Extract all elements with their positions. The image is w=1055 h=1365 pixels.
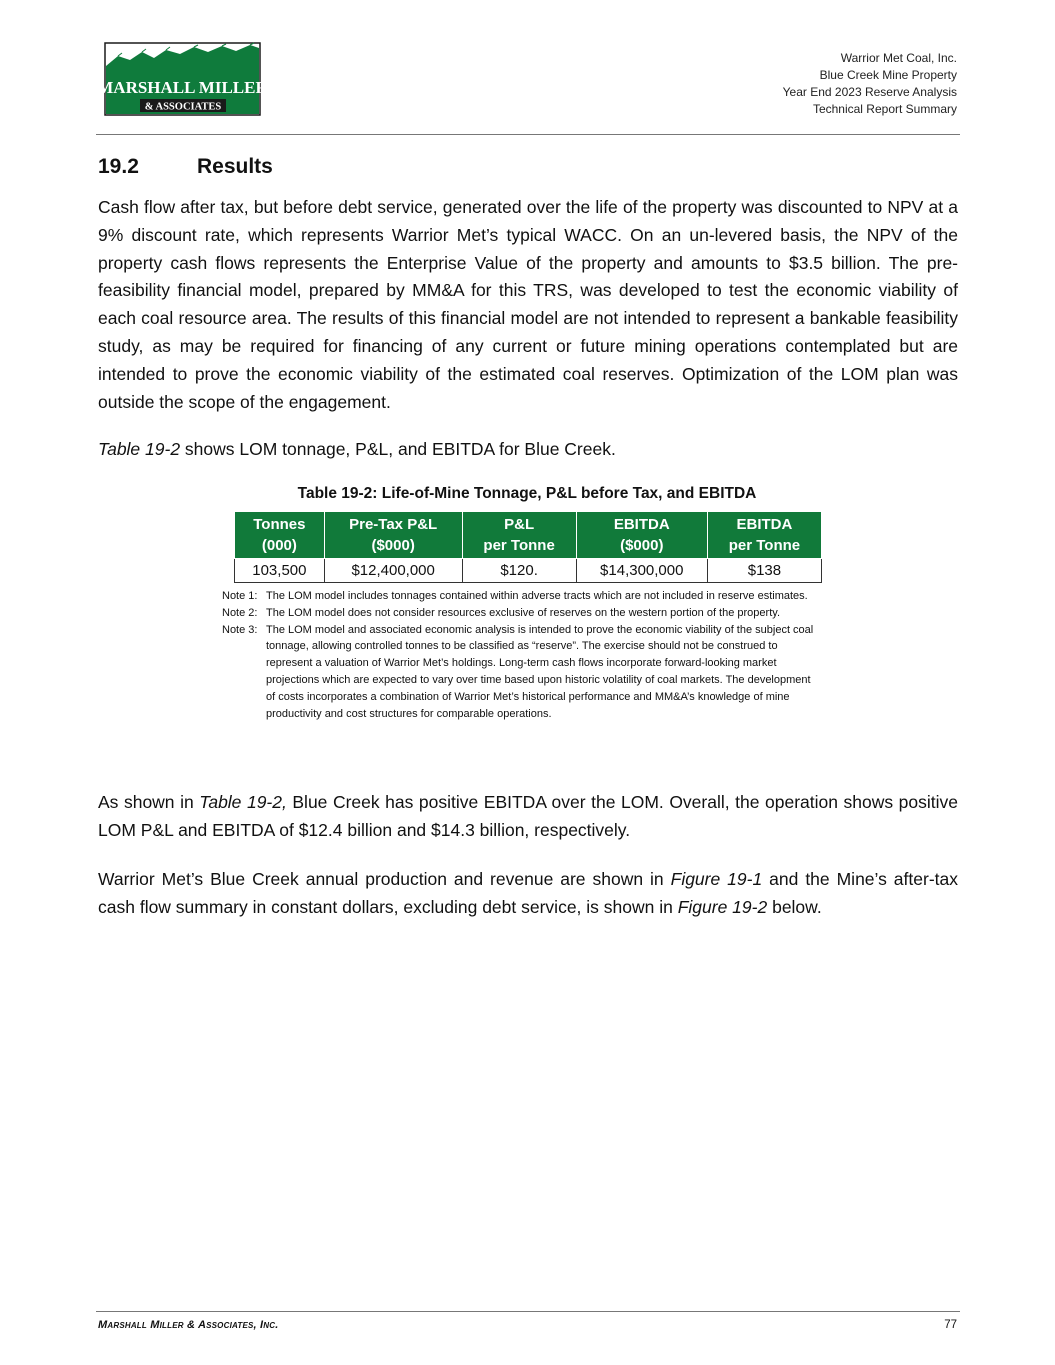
ebitda-summary-paragraph: As shown in Table 19-2, Blue Creek has positive EBITDA over the LOM. Overall, the operation shows positive LOM P&L and EBITDA of $12.4 billion and $14.3 billion, respectively. xyxy=(98,792,958,840)
note-text: The LOM model includes tonnages contained within adverse tracts which are not included in reserve estimates. xyxy=(266,590,808,602)
header-analysis: Year End 2023 Reserve Analysis xyxy=(782,85,957,99)
header-property: Blue Creek Mine Property xyxy=(819,68,957,82)
header-report-type: Technical Report Summary xyxy=(812,102,957,116)
table-notes xyxy=(222,588,822,722)
table-note xyxy=(222,622,822,723)
figures-intro-paragraph: Warrior Met’s Blue Creek annual production and revenue are shown in Figure 19-1 and the Mine’s after-tax cash flow summary in constant dollars, excluding debt service, is shown in Figure 19-2 below. xyxy=(98,869,959,917)
footer-company: Marshall Miller & Associates, Inc. xyxy=(98,1319,279,1331)
footer-divider xyxy=(96,1311,960,1312)
table-caption: Table 19-2: Life-of-Mine Tonnage, P&L before Tax, and EBITDA xyxy=(297,485,757,502)
table-reference: Table 19-2, xyxy=(199,792,287,812)
column-header-ebitda: EBITDA ($000) xyxy=(576,512,707,559)
table-intro-text: shows LOM tonnage, P&L, and EBITDA for Blue Creek. xyxy=(180,439,616,459)
section-heading xyxy=(98,155,273,179)
header-company: Warrior Met Coal, Inc. xyxy=(840,51,957,65)
column-header-tonnes: Tonnes (000) xyxy=(235,512,325,559)
note-label: Note 1: xyxy=(222,590,258,602)
note-label: Note 2: xyxy=(222,606,258,619)
table-row xyxy=(235,559,822,583)
table-reference: Table 19-2 xyxy=(98,439,181,459)
figure-reference: Figure 19-2 xyxy=(677,896,768,917)
section-number: 19.2 xyxy=(98,155,139,178)
note-text: The LOM model does not consider resources exclusive of reserves on the western portion of the property. xyxy=(266,606,780,619)
column-header-pretax-pl: Pre-Tax P&L ($000) xyxy=(324,512,462,559)
figure-reference: Figure 19-1 xyxy=(670,869,763,889)
table-header-row xyxy=(235,512,822,559)
table-note xyxy=(222,605,822,622)
cell-pl-per-tonne: $120. xyxy=(462,559,576,583)
mountain-logo-icon xyxy=(104,42,261,116)
page-number: 77 xyxy=(944,1319,957,1331)
logo-line1: MARSHALL MILLER xyxy=(104,78,261,97)
table-intro-paragraph xyxy=(98,436,958,464)
note-text: The LOM model and associated economic analysis is intended to prove the economic viability of the subject coal tonnage, allowing controlled tonnes to be classified as “reserve”. The exercise should not be construed to represent a valuation of Warrior Met’s holdings. Long-term cash flows incorporate forward-looking market projections which are expected to vary over time based upon historic volatility of coal markets. The development of costs incorporates a combination of Warrior Met’s historical performance and MM&A’s knowledge of mine productivity and cost structures for comparable operations. xyxy=(266,623,814,720)
note-label: Note 3: xyxy=(222,623,258,636)
cell-ebitda-per-tonne: $138 xyxy=(707,559,821,583)
header-divider xyxy=(96,134,960,135)
company-logo xyxy=(104,42,261,116)
column-header-pl-per-tonne: P&L per Tonne xyxy=(462,512,576,559)
section-title: Results xyxy=(197,155,273,178)
results-paragraph: Cash flow after tax, but before debt service, generated over the life of the property was discounted to NPV at a 9% discount rate, which represents Warrior Met’s typical WACC. On an un-levered basis, the NPV of the property cash flows represents the Enterprise Value of the property and amounts to $3.5 billion. The pre-feasibility financial model, prepared by MM&A for this TRS, was developed to test the economic viability of each coal resource area. The results of this financial model are not intended to represent a bankable feasibility study, as may be required for financing of any current or future mining operations contemplated but are intended to prove the economic viability of the estimated coal reserves. Optimization of the LOM plan was outside the scope of the engagement. xyxy=(98,197,958,412)
cell-tonnes: 103,500 xyxy=(235,559,325,583)
logo-line2: & ASSOCIATES xyxy=(144,101,222,113)
cell-pretax-pl: $12,400,000 xyxy=(324,559,462,583)
cell-ebitda: $14,300,000 xyxy=(576,559,707,583)
report-header xyxy=(783,50,957,118)
column-header-ebitda-per-tonne: EBITDA per Tonne xyxy=(707,512,821,559)
table-note xyxy=(222,588,822,605)
lom-results-table xyxy=(234,511,822,583)
